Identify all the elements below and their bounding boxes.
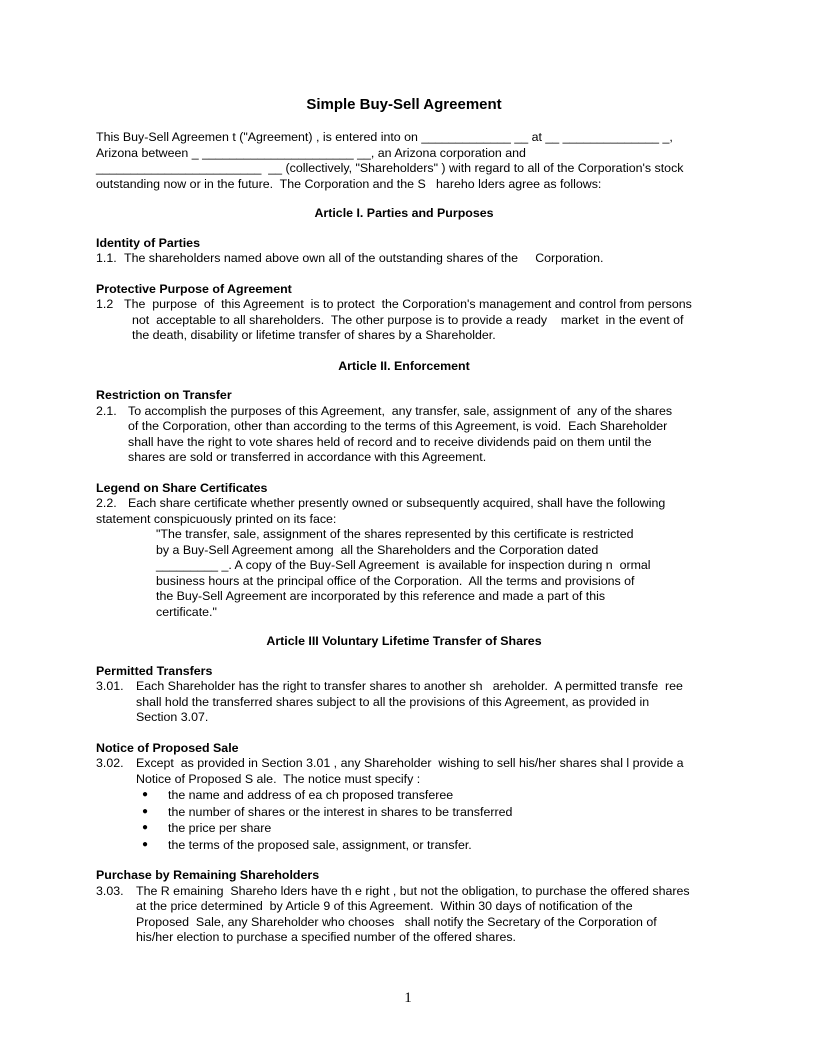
clause-1-1 — [96, 251, 712, 267]
section-title: Protective Purpose of Agreement — [96, 281, 292, 296]
intro-line: Arizona between _ ______________________ __, an Arizona corporation and — [96, 145, 526, 160]
notice-requirements-list — [96, 787, 712, 853]
clause-3-01 — [96, 679, 712, 726]
clause-3-03 — [96, 884, 712, 946]
clause-line: Each Shareholder has the right to transfer shares to another sh areholder. A permitted transfe ree — [136, 679, 683, 693]
quote-line: the Buy-Sell Agreement are incorporated by this reference and made a part of this — [156, 589, 606, 603]
clause-line: shall hold the transferred shares subject to all the provisions of this Agreement, as provided in — [136, 694, 650, 709]
section-restriction-on-transfer — [96, 388, 712, 466]
clause-line: Section 3.07. — [136, 710, 209, 724]
document-page — [96, 96, 712, 961]
document-title: Simple Buy-Sell Agreement — [306, 96, 502, 113]
list-item-text: the terms of the proposed sale, assignment, or transfer. — [168, 837, 472, 852]
clause-number: 3.03. — [96, 883, 124, 898]
clause-2-1 — [96, 404, 712, 466]
list-item-text: the name and address of ea ch proposed transferee — [168, 788, 454, 802]
intro-line: ________________________ __ (collectively, "Shareholders" ) with regard to all of the Corporation's stock — [96, 161, 684, 175]
clause-number: 2.1. — [96, 403, 117, 418]
clause-line: The purpose of this Agreement is to protect the Corporation's management and control from persons — [124, 297, 692, 311]
list-item — [142, 804, 712, 821]
intro-line: outstanding now or in the future. The Corporation and the S hareho lders agree as follows: — [96, 176, 602, 191]
section-permitted-transfers — [96, 664, 712, 726]
clause-number: 2.2. — [96, 496, 117, 510]
clause-line: shall have the right to vote shares held of record and to receive dividends paid on them until the — [128, 434, 652, 449]
section-title: Notice of Proposed Sale — [96, 740, 239, 755]
clause-line: not acceptable to all shareholders. The other purpose is to provide a ready market in the event of — [132, 312, 684, 327]
clause-line: Proposed Sale, any Shareholder who chooses shall notify the Secretary of the Corporation of — [136, 914, 657, 929]
clause-number: 1.2 — [96, 297, 114, 311]
clause-line: his/her election to purchase a specified number of the offered shares. — [136, 930, 516, 944]
section-title: Permitted Transfers — [96, 663, 213, 678]
section-title: Restriction on Transfer — [96, 388, 232, 402]
certificate-legend-quote — [96, 527, 712, 620]
bullet-icon: ● — [142, 822, 149, 833]
section-purchase-by-remaining-shareholders — [96, 868, 712, 946]
clause-line: at the price determined by Article 9 of this Agreement. Within 30 days of notification of the — [136, 899, 633, 913]
clause-line: shares are sold or transferred in accordance with this Agreement. — [128, 450, 487, 464]
article-3-heading: Article III Voluntary Lifetime Transfer of Shares — [266, 634, 542, 648]
list-item-text: the price per share — [168, 821, 272, 835]
list-item-text: the number of shares or the interest in shares to be transferred — [168, 804, 513, 819]
clause-line: Except as provided in Section 3.01 , any Shareholder wishing to sell his/her shares shal l provide a — [136, 756, 684, 770]
list-item — [142, 837, 712, 854]
section-title: Legend on Share Certificates — [96, 480, 268, 495]
page-number: 1 — [404, 990, 412, 1006]
clause-line: statement conspicuously printed on its face: — [96, 511, 337, 526]
clause-line: Each share certificate whether presently owned or subsequently acquired, shall have the following — [128, 496, 666, 510]
clause-line: The R emaining Shareho lders have th e right , but not the obligation, to purchase the offered shares — [136, 883, 690, 898]
section-title: Identity of Parties — [96, 235, 200, 250]
list-item — [142, 820, 712, 837]
article-1-heading: Article I. Parties and Purposes — [314, 206, 494, 220]
bullet-icon: ● — [142, 805, 149, 817]
quote-line: business hours at the principal office of the Corporation. All the terms and provisions of — [156, 573, 635, 588]
intro-line: This Buy-Sell Agreemen t ("Agreement) , is entered into on _____________ __ at __ ______________ _, — [96, 130, 673, 144]
intro-paragraph — [96, 130, 712, 192]
clause-number: 1.1. — [96, 251, 117, 265]
clause-2-2 — [96, 496, 712, 512]
bullet-icon: ● — [142, 789, 149, 800]
clause-line: To accomplish the purposes of this Agreement, any transfer, sale, assignment of any of the shares — [128, 403, 673, 418]
quote-line: by a Buy-Sell Agreement among all the Shareholders and the Corporation dated — [156, 542, 599, 557]
clause-number: 3.02. — [96, 756, 124, 770]
clause-3-02 — [96, 756, 712, 787]
clause-line: of the Corporation, other than according to the terms of this Agreement, is void. Each Shareholder — [128, 419, 668, 433]
quote-line: "The transfer, sale, assignment of the shares represented by this certificate is restricted — [156, 527, 634, 541]
section-identity-of-parties — [96, 236, 712, 267]
article-2-heading: Article II. Enforcement — [338, 358, 470, 373]
quote-line: certificate." — [156, 604, 217, 619]
quote-line: _________ _. A copy of the Buy-Sell Agreement is available for inspection during n ormal — [156, 558, 651, 572]
clause-number: 3.01. — [96, 679, 124, 693]
section-protective-purpose — [96, 282, 712, 344]
bullet-icon: ● — [142, 838, 149, 850]
clause-line: the death, disability or lifetime transfer of shares by a Shareholder. — [132, 328, 496, 342]
section-notice-of-proposed-sale — [96, 741, 712, 854]
clause-line: The shareholders named above own all of the outstanding shares of the Corporation. — [124, 251, 604, 265]
section-legend-on-share-certificates — [96, 481, 712, 621]
clause-1-2 — [96, 297, 712, 344]
list-item — [142, 787, 712, 804]
section-title: Purchase by Remaining Shareholders — [96, 868, 320, 882]
clause-line: Notice of Proposed S ale. The notice must specify : — [136, 771, 421, 786]
